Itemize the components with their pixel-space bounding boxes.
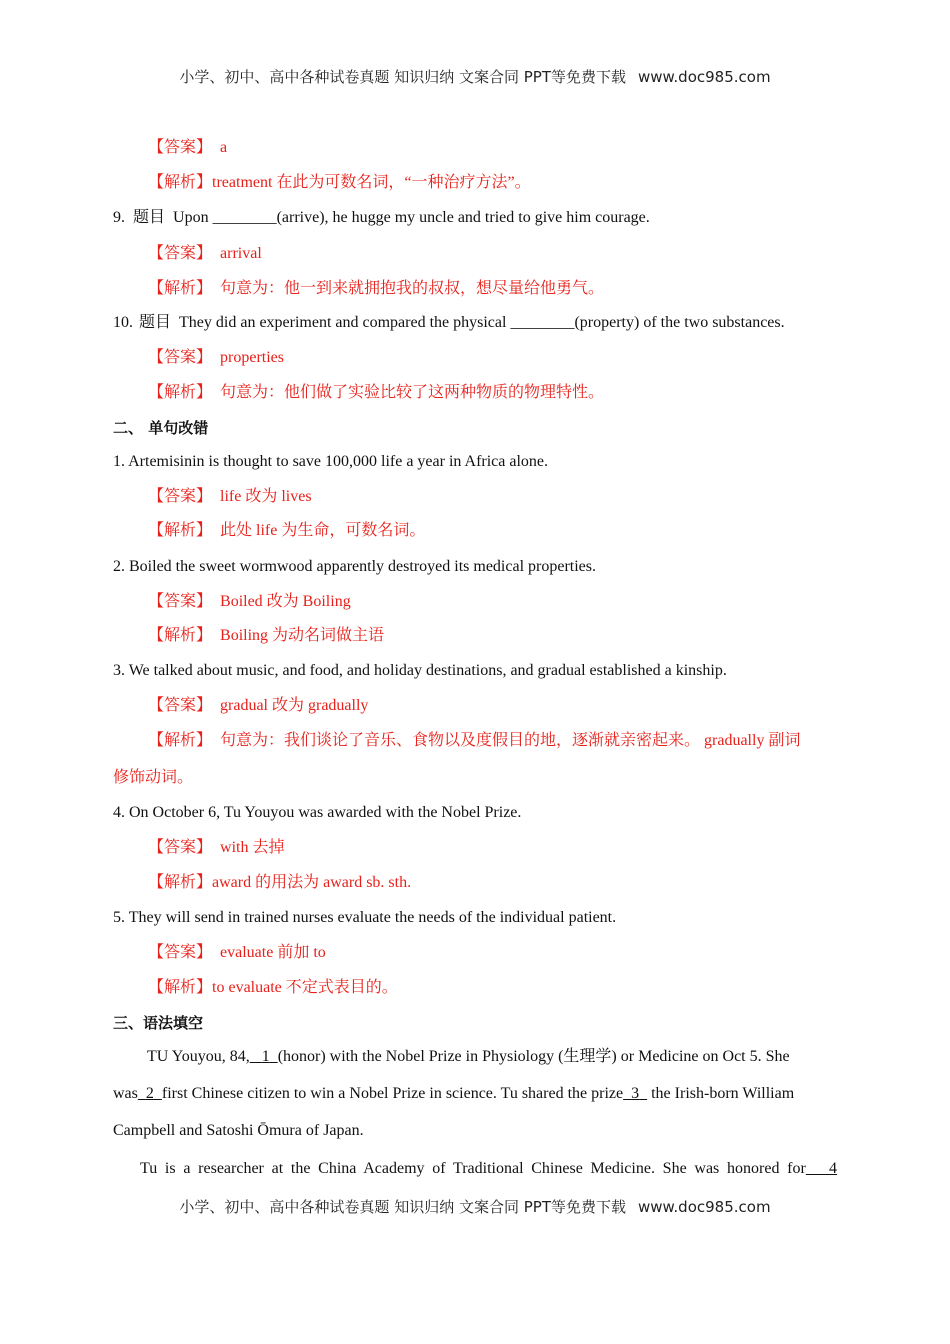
answer-label: 【答案】 [148,488,213,505]
header-text: 小学、初中、高中各种试卷真题 知识归纳 文案合同 PPT等免费下载 [179,68,626,86]
q8-analysis [148,173,531,193]
p2-q4-answer [148,838,284,858]
analysis-text: 句意为：他们做了实验比较了这两种物质的物理特性。 [220,384,605,401]
answer-text: a [220,139,228,156]
blank-3 [623,1085,647,1102]
p2-q4-analysis [148,873,411,893]
answer-label: 【答案】 [148,593,213,610]
p2-q2: 2. Boiled the sweet wormwood apparently destroyed its medical properties. [113,558,596,575]
blank-number: 2 [145,1085,154,1102]
p2-q5-analysis [148,978,398,998]
answer-text: evaluate 前加 to [220,944,326,961]
p2-q4: 4. On October 6, Tu Youyou was awarded with the Nobel Prize. [113,804,522,821]
p2-q1-analysis [148,521,425,541]
p2-q1-answer [148,487,312,507]
analysis-text: award 的用法为 award sb. sth. [212,874,412,891]
blank-number: 3 [631,1085,640,1102]
question-tag: 题目 [133,209,166,226]
answer-text: Boiled 改为 Boiling [220,593,351,610]
q10-analysis [148,383,604,403]
answer-label: 【答案】 [148,944,213,961]
question-text: Upon ________(arrive), he hugge my uncle and tried to give him courage. [173,209,650,226]
blank-2 [138,1085,162,1102]
question-tag: 题目 [139,314,172,331]
p2-q3-answer [148,696,368,716]
q10-answer [148,348,284,368]
question-number: 10. [113,314,133,331]
q10 [113,313,785,333]
answer-text: life 改为 lives [220,488,312,505]
analysis-label: 【解析】 [148,979,213,996]
passage-line-4 [140,1159,837,1179]
analysis-label: 【解析】 [148,522,213,539]
answer-text: arrival [220,245,262,262]
analysis-text: 此处 life 为生命，可数名词。 [220,522,426,539]
passage-line-2 [113,1084,794,1104]
question-number: 9. [113,209,125,226]
footer-url[interactable]: www.doc985.com [637,1198,771,1216]
analysis-text: 句意为：他一到来就拥抱我的叔叔，想尽量给他勇气。 [220,280,605,297]
passage-line-1 [147,1047,790,1067]
p2-q2-analysis [148,626,384,646]
answer-text: with 去掉 [220,839,285,856]
answer-text: gradual 改为 gradually [220,697,369,714]
answer-label: 【答案】 [148,245,213,262]
q9-answer [148,244,262,264]
section-title-2: 二、 单句改错 [113,419,209,437]
answer-label: 【答案】 [148,839,213,856]
question-text: They did an experiment and compared the physical ________(property) of the two substances. [179,314,785,331]
analysis-text: treatment 在此为可数名词，“一种治疗方法”。 [212,174,531,191]
analysis-label: 【解析】 [148,280,213,297]
p2-q2-answer [148,592,351,612]
q9-analysis [148,279,604,299]
header-url[interactable]: www.doc985.com [637,68,771,86]
passage-text: (honor) with the Nobel Prize in Physiology (生理学) or Medicine on Oct 5. She [277,1048,790,1065]
passage-text: the Irish-born William [651,1085,795,1102]
page-header [0,66,950,87]
analysis-label: 【解析】 [148,384,213,401]
p2-q3-analysis [148,731,800,751]
analysis-text: 句意为：我们谈论了音乐、食物以及度假目的地，逐渐就亲密起来。 gradually 副词 [220,732,801,749]
answer-label: 【答案】 [148,697,213,714]
page-footer [0,1196,950,1217]
answer-label: 【答案】 [148,349,213,366]
analysis-text: Boiling 为动名词做主语 [220,627,385,644]
q8-answer [148,138,227,158]
blank-number: 4 [829,1160,838,1177]
analysis-label: 【解析】 [148,627,213,644]
p2-q3: 3. We talked about music, and food, and holiday destinations, and gradual established a kinship. [113,662,727,679]
blank-number: 1 [261,1048,270,1065]
passage-text: was [113,1085,138,1102]
answer-text: properties [220,349,284,366]
p2-q5-answer [148,943,326,963]
passage-text: Tu is a researcher at the China Academy of Traditional Chinese Medicine. She was honored for [140,1160,806,1177]
p2-q5: 5. They will send in trained nurses evaluate the needs of the individual patient. [113,909,617,926]
p2-q3-analysis-cont: 修饰动词。 [113,769,194,786]
blank-1 [250,1048,278,1065]
passage-line-3: Campbell and Satoshi Ōmura of Japan. [113,1122,364,1139]
analysis-label: 【解析】 [148,174,213,191]
passage-text: TU Youyou, 84, [147,1048,250,1065]
p2-q1: 1. Artemisinin is thought to save 100,000 life a year in Africa alone. [113,453,549,470]
analysis-label: 【解析】 [148,732,213,749]
blank-4 [806,1160,837,1177]
passage-text: first Chinese citizen to win a Nobel Prize in science. Tu shared the prize [161,1085,624,1102]
answer-label: 【答案】 [148,139,213,156]
section-title-3: 三、语法填空 [113,1014,204,1032]
analysis-label: 【解析】 [148,874,213,891]
q9 [113,208,650,228]
footer-text: 小学、初中、高中各种试卷真题 知识归纳 文案合同 PPT等免费下载 [179,1198,626,1216]
analysis-text: to evaluate 不定式表目的。 [212,979,398,996]
